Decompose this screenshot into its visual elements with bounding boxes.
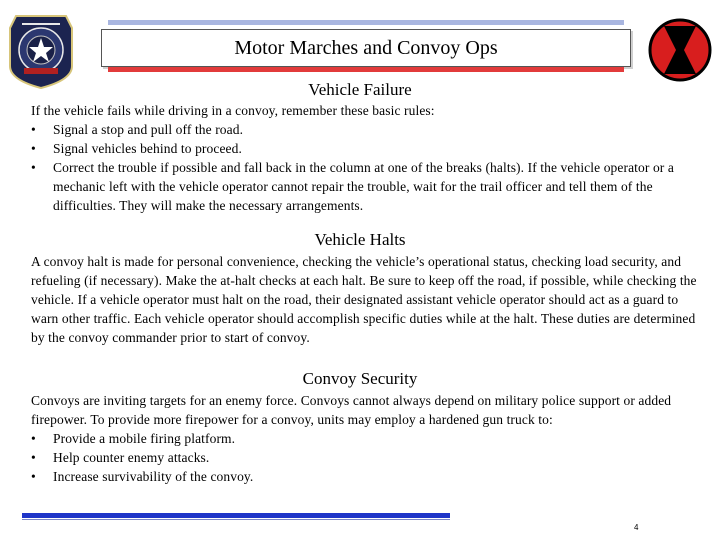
bullet-dot: • (31, 160, 36, 175)
bullet-dot: • (31, 431, 36, 446)
division-patch-icon (648, 12, 712, 88)
header-top-bar (108, 20, 624, 25)
list-item-text: Help counter enemy attacks. (53, 450, 210, 465)
section-vehicle-failure (31, 101, 701, 215)
bullet-dot: • (31, 122, 36, 137)
vehicle-halts-body: A convoy halt is made for personal convenience, checking the vehicle’s operational status, checking load security, and refueling (if necessary). Make the at-halt checks at each halt. Be sure to keep off the road, if possible, while checking the vehicle. If a vehicle operator must halt on the road, their designated assistant vehicle operator should act as a guard to warn other traffic. Each vehicle operator should accomplish specific duties while at the halt. These duties are determined by the convoy commander prior to start of convoy. (31, 254, 697, 345)
list-item (31, 429, 701, 448)
unit-seal-icon (6, 8, 76, 90)
list-item-text: Signal vehicles behind to proceed. (53, 141, 242, 156)
section-heading-vehicle-halts: Vehicle Halts (314, 230, 406, 249)
list-item (31, 120, 701, 139)
slide-title-text: Motor Marches and Convoy Ops (234, 36, 498, 59)
convoy-security-intro: Convoys are inviting targets for an enemy force. Convoys cannot always depend on military police support or added firepower. To provide more firepower for a convoy, units may employ a hardened gun truck to: (31, 393, 672, 427)
list-item (31, 448, 701, 467)
list-item-text: Provide a mobile firing platform. (53, 431, 236, 446)
footer-blue-bar (22, 513, 450, 518)
slide-title (101, 29, 631, 67)
list-item-text: Correct the trouble if possible and fall back in the column at one of the breaks (halts). If the vehicle operator or a mechanic left with the vehicle operator cannot repair the trouble, wait for the trail officer and tell them of the difficulties. They will make the necessary arrangements. (53, 160, 674, 213)
section-convoy-security (31, 391, 701, 486)
list-item-text: Increase survivability of the convoy. (53, 469, 254, 484)
footer-thin-bar (22, 519, 450, 520)
list-item (31, 467, 701, 486)
bullet-dot: • (31, 450, 36, 465)
bullet-dot: • (31, 469, 36, 484)
vehicle-failure-intro: If the vehicle fails while driving in a convoy, remember these basic rules: (31, 103, 435, 118)
list-item (31, 158, 701, 215)
list-item (31, 139, 701, 158)
section-vehicle-halts (31, 252, 701, 347)
bullet-dot: • (31, 141, 36, 156)
section-heading-convoy-security: Convoy Security (302, 369, 418, 388)
list-item-text: Signal a stop and pull off the road. (53, 122, 244, 137)
section-heading-vehicle-failure: Vehicle Failure (308, 80, 412, 99)
page-number: 4 (634, 523, 639, 532)
header-red-bar (108, 67, 624, 72)
